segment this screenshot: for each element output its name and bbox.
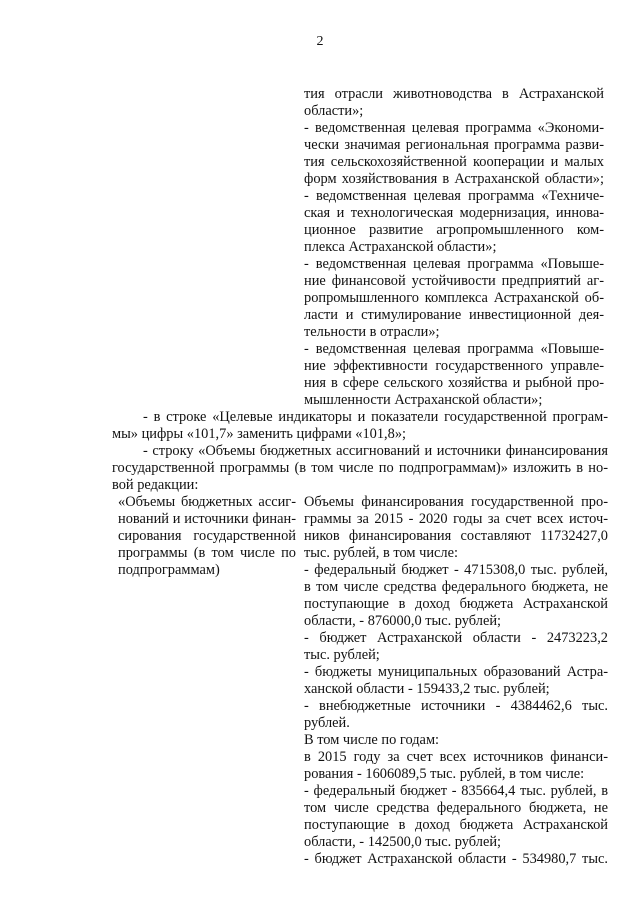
text-line: - ведомственная целевая программа «Техниче- bbox=[304, 188, 604, 204]
text-line: ласти и стимулирование инвестиционной дея- bbox=[304, 307, 604, 323]
text-line: мы» цифры «101,7» заменить цифрами «101,8»; bbox=[112, 426, 407, 442]
text-line: плекса Астраханской области»; bbox=[304, 239, 497, 255]
text-line: - ведомственная целевая программа «Повыше- bbox=[304, 256, 604, 272]
right-cell-line: - бюджеты муниципальных образований Астра- bbox=[304, 664, 608, 680]
page-number: 2 bbox=[316, 34, 324, 49]
right-cell-line: области, - 142500,0 тыс. рублей; bbox=[304, 834, 502, 850]
right-cell-line: - бюджет Астраханской области - 534980,7 тыс. bbox=[304, 851, 608, 867]
text-line: ская и технологическая модернизация, иннова- bbox=[304, 205, 604, 221]
right-cell-line: в 2015 году за счет всех источников финанси- bbox=[304, 749, 608, 765]
text-line: тельности в отрасли»; bbox=[304, 324, 440, 340]
right-cell-line: тыс. рублей; bbox=[304, 647, 380, 663]
text-line: ние эффективности государственного управле- bbox=[304, 358, 604, 374]
right-cell-line: - бюджет Астраханской области - 2473223,2 bbox=[304, 630, 608, 646]
text-line: ционное развитие агропромышленного ком- bbox=[304, 222, 604, 238]
text-line: чески значимая региональная программа разви- bbox=[304, 137, 604, 153]
right-cell-line: В том числе по годам: bbox=[304, 732, 440, 748]
text-line: тия сельскохозяйственной кооперации и малых bbox=[304, 154, 604, 170]
right-cell-line: в том числе средства федерального бюджета, не bbox=[304, 579, 608, 595]
right-cell-line: - федеральный бюджет - 835664,4 тыс. рублей, в bbox=[304, 783, 608, 799]
text-line: государственной программы (в том числе по подпрограммам)» изложить в но- bbox=[112, 460, 608, 476]
left-cell-line: подпрограммам) bbox=[118, 562, 220, 578]
text-line: вой редакции: bbox=[112, 477, 199, 493]
right-cell-line: ников финансирования составляют 11732427,0 bbox=[304, 528, 608, 544]
right-cell-line: области, - 876000,0 тыс. рублей; bbox=[304, 613, 502, 629]
right-cell-line: ханской области - 159433,2 тыс. рублей; bbox=[304, 681, 550, 697]
text-line: форм хозяйствования в Астраханской области»; bbox=[304, 171, 604, 187]
right-cell-line: поступающие в доход бюджета Астраханской bbox=[304, 817, 608, 833]
right-cell-line: - внебюджетные источники - 4384462,6 тыс. bbox=[304, 698, 608, 714]
text-line: мышленности Астраханской области»; bbox=[304, 392, 543, 408]
text-line: ние финансовой устойчивости предприятий аг- bbox=[304, 273, 604, 289]
text-line: - ведомственная целевая программа «Повыше- bbox=[304, 341, 604, 357]
right-cell-line: поступающие в доход бюджета Астраханской bbox=[304, 596, 608, 612]
left-cell-line: программы (в том числе по bbox=[118, 545, 296, 561]
left-cell-line: «Объемы бюджетных ассиг- bbox=[118, 494, 296, 510]
right-cell-line: рублей. bbox=[304, 715, 350, 731]
left-cell-line: сирования государственной bbox=[118, 528, 296, 544]
left-cell-line: нований и источники финан- bbox=[118, 511, 296, 527]
right-cell-line: рования - 1606089,5 тыс. рублей, в том числе: bbox=[304, 766, 585, 782]
right-cell-line: граммы за 2015 - 2020 годы за счет всех источ- bbox=[304, 511, 608, 527]
right-cell-line: - федеральный бюджет - 4715308,0 тыс. рублей, bbox=[304, 562, 608, 578]
text-line: области»; bbox=[304, 103, 364, 119]
right-cell-line: том числе средства федерального бюджета, не bbox=[304, 800, 608, 816]
text-line: тия отрасли животноводства в Астраханской bbox=[304, 86, 604, 102]
right-cell-line: Объемы финансирования государственной про- bbox=[304, 494, 608, 510]
text-line: - строку «Объемы бюджетных ассигнований и источники финансирования bbox=[143, 443, 608, 459]
text-line: - в строке «Целевые индикаторы и показатели государственной програм- bbox=[143, 409, 608, 425]
text-line: - ведомственная целевая программа «Экономи- bbox=[304, 120, 604, 136]
text-line: ния в сфере сельского хозяйства и рыбной про- bbox=[304, 375, 604, 391]
right-cell-line: тыс. рублей, в том числе: bbox=[304, 545, 458, 561]
text-line: ропромышленного комплекса Астраханской об- bbox=[304, 290, 604, 306]
